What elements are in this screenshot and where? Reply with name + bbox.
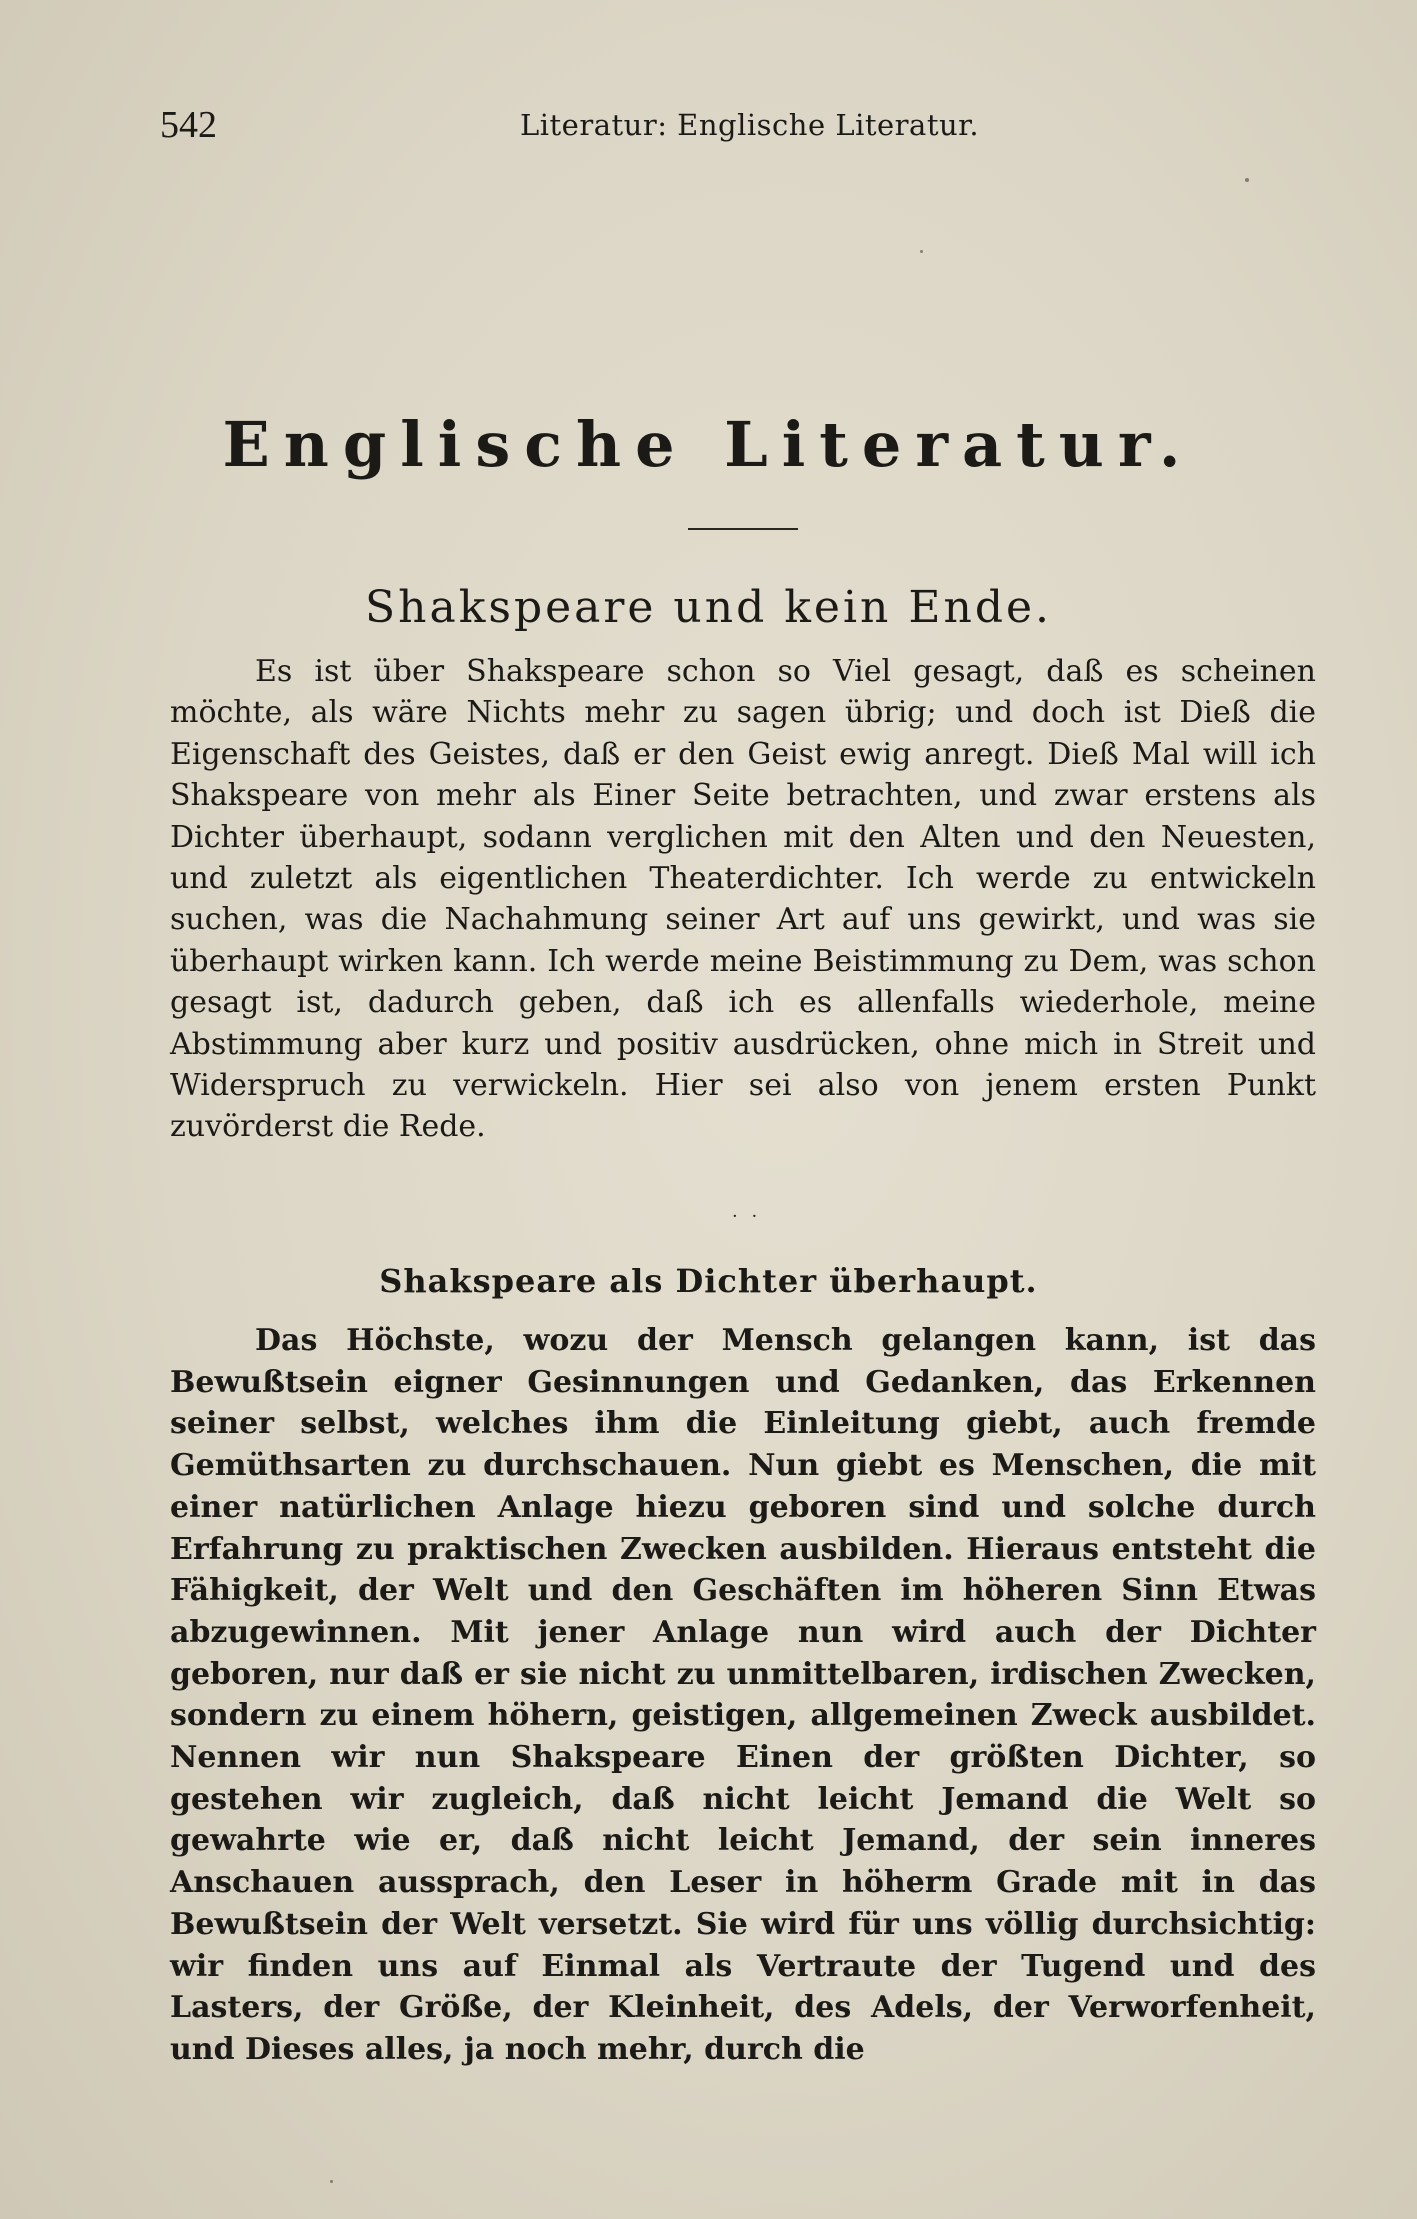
body-paragraph-1: Es ist über Shakspeare schon so Viel gesagt, daß es scheinen möchte, als wäre Nichts mehr zu sagen übrig; und doch ist Dieß die Eigenschaft des Geistes, daß er den Geist ewig anregt. Dieß Mal will ich Shakspeare von mehr als Einer Seite betrachten, und zwar erstens als Dichter überhaupt, sodann verglichen mit den Alten und den Neuesten, und zuletzt als eigentlichen Theaterdichter. Ich werde zu entwickeln suchen, was die Nachahmung seiner Art auf uns gewirkt, und was sie überhaupt wirken kann. Ich werde meine Beistimmung zu Dem, was schon gesagt ist, dadurch geben, daß ich es allenfalls wiederhole, meine Abstimmung aber kurz und positiv ausdrücken, ohne mich in Streit und Widerspruch zu verwickeln. Hier sei also von jenem ersten Punkt zuvörderst die Rede. bbox=[170, 654, 1316, 1145]
paper-speck bbox=[1245, 178, 1249, 182]
main-title: Englische Literatur. bbox=[222, 408, 1195, 481]
paper-speck bbox=[330, 2180, 333, 2183]
paper-speck bbox=[920, 250, 923, 253]
title-divider-rule bbox=[688, 528, 798, 530]
ornament-dots: · · bbox=[732, 1206, 762, 1227]
page-header bbox=[160, 103, 1320, 153]
running-head: Literatur: Englische Literatur. bbox=[520, 108, 980, 142]
section-heading: Shakspeare als Dichter überhaupt. bbox=[379, 1262, 1038, 1300]
essay-title: Shakspeare und kein Ende. bbox=[364, 582, 1053, 633]
body-paragraph-2: Das Höchste, wozu der Mensch gelangen kann, ist das Bewußtsein eigner Gesinnungen und Gedanken, das Erkennen seiner selbst, welches ihm die Einleitung giebt, auch fremde Gemüthsarten zu durchschauen. Nun giebt es Menschen, die mit einer natürlichen Anlage hiezu geboren sind und solche durch Erfahrung zu praktischen Zwecken ausbilden. Hieraus entsteht die Fähigkeit, der Welt und den Geschäften im höheren Sinn Etwas abzugewinnen. Mit jener Anlage nun wird auch der Dichter geboren, nur daß er sie nicht zu unmittelbaren, irdischen Zwecken, sondern zu einem höhern, geistigen, allgemeinen Zweck ausbildet. Nennen wir nun Shakspeare Einen der größten Dichter, so gestehen wir zugleich, daß nicht leicht Jemand die Welt so gewahrte wie er, daß nicht leicht Jemand, der sein inneres Anschauen aussprach, den Leser in höherm Grade mit in das Bewußtsein der Welt versetzt. Sie wird für uns völlig durchsichtig: wir finden uns auf Einmal als Vertraute der Tugend und des Lasters, der Größe, der Kleinheit, des Adels, der Verworfenheit, und Dieses alles, ja noch mehr, durch die bbox=[170, 1323, 1316, 2067]
page-number: 542 bbox=[160, 104, 217, 146]
